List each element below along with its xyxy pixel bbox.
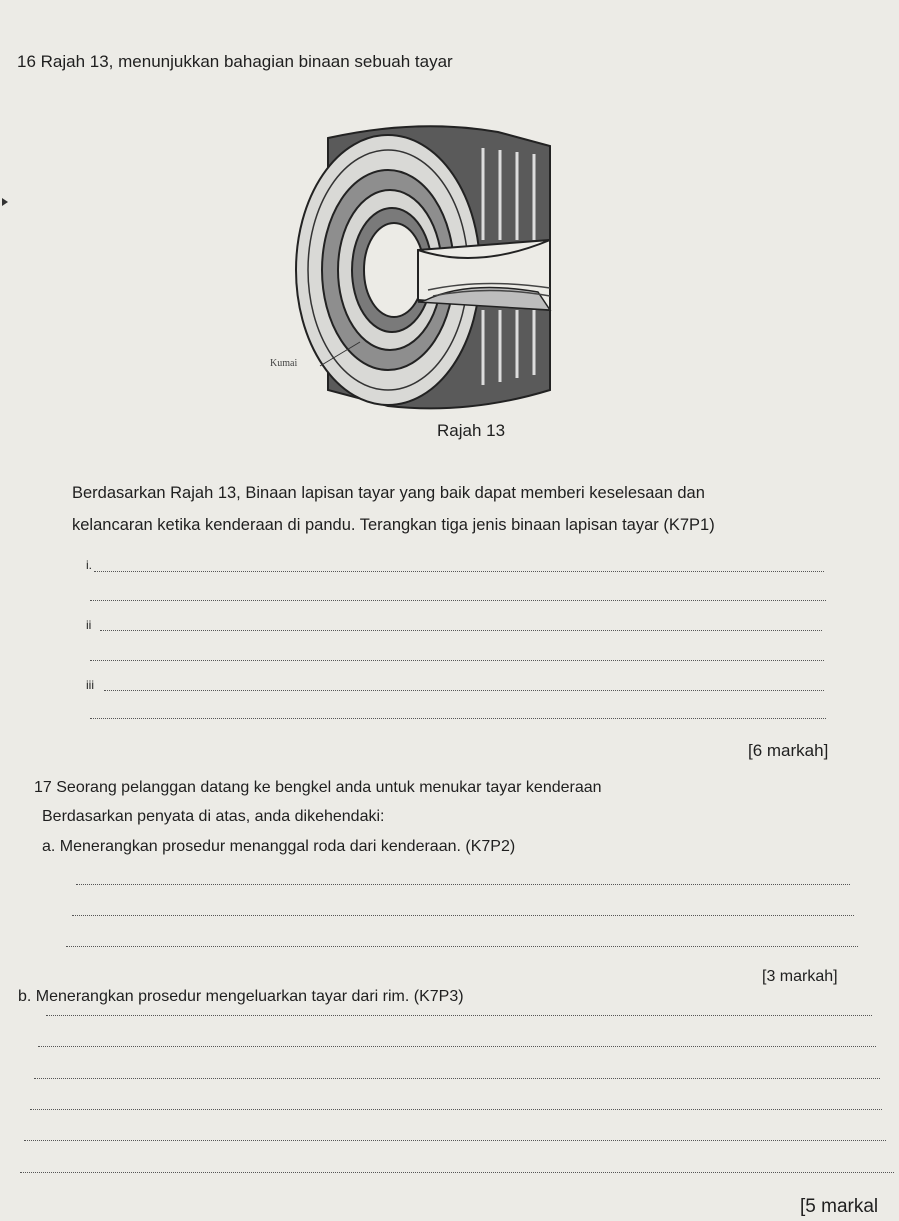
q16-prompt-line-1: Berdasarkan Rajah 13, Binaan lapisan tayar yang baik dapat memberi keselesaan dan — [72, 484, 705, 502]
answer-line — [90, 718, 826, 719]
answer-line — [90, 600, 826, 601]
answer-line — [20, 1172, 894, 1173]
answer-line — [46, 1015, 872, 1016]
answer-line — [94, 571, 824, 572]
figure-label: Kumai — [270, 358, 298, 369]
q16-marks: [6 markah] — [748, 741, 829, 760]
figure-caption: Rajah 13 — [437, 421, 506, 440]
q17-part-b: b. Menerangkan prosedur mengeluarkan tayar dari rim. (K7P3) — [18, 988, 464, 1005]
question-16-heading: 16 Rajah 13, menunjukkan bahagian binaan sebuah tayar — [17, 52, 453, 71]
answer-label-i: i. — [86, 558, 92, 572]
answer-label-iii: iii — [86, 678, 94, 692]
q17-intro: Berdasarkan penyata di atas, anda dikehendaki: — [42, 808, 385, 825]
answer-line — [76, 884, 850, 885]
q17-part-b-marks: [5 markal — [800, 1196, 879, 1217]
q17-part-a-marks: [3 markah] — [762, 968, 838, 985]
q16-prompt-line-2: kelancaran ketika kenderaan di pandu. Terangkan tiga jenis binaan lapisan tayar (K7P1) — [72, 516, 715, 534]
answer-line — [30, 1109, 882, 1110]
answer-line — [66, 946, 858, 947]
answer-line — [104, 690, 824, 691]
answer-line — [24, 1140, 886, 1141]
answer-line — [90, 660, 824, 661]
margin-mark — [2, 198, 8, 206]
answer-line — [34, 1078, 880, 1079]
question-17-heading: 17 Seorang pelanggan datang ke bengkel anda untuk menukar tayar kenderaan — [34, 779, 602, 796]
q17-part-a: a. Menerangkan prosedur menanggal roda dari kenderaan. (K7P2) — [42, 838, 516, 855]
tyre-cutaway-diagram — [268, 120, 558, 412]
answer-label-ii: ii — [86, 618, 92, 632]
answer-line — [38, 1046, 876, 1047]
answer-line — [100, 630, 822, 631]
answer-line — [72, 915, 854, 916]
